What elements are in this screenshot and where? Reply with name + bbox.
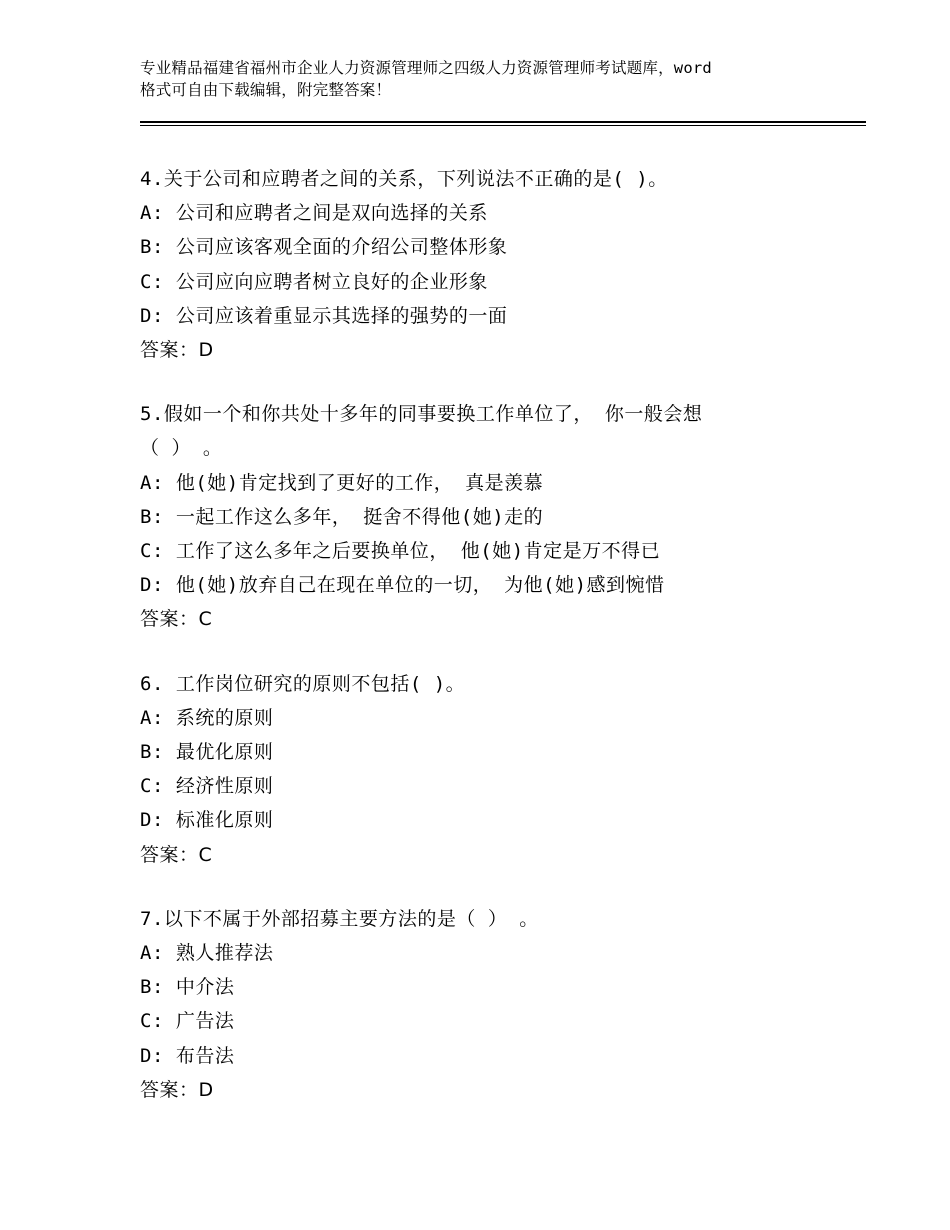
question-stem: 7.以下不属于外部招募主要方法的是（ ） 。	[140, 907, 539, 930]
option-d: D: 标准化原则	[140, 809, 274, 832]
option-b: B: 最优化原则	[140, 741, 274, 764]
question-stem-continuation: （ ） 。	[140, 437, 223, 460]
answer-label: 答案：C	[140, 608, 213, 631]
question-7	[140, 902, 840, 1107]
question-list	[140, 162, 840, 1137]
document-header	[140, 57, 840, 101]
question-4	[140, 162, 840, 367]
option-a: A: 公司和应聘者之间是双向选择的关系	[140, 202, 488, 225]
option-b: B: 一起工作这么多年， 挺舍不得他(她)走的	[140, 505, 544, 528]
answer-label: 答案：D	[140, 1078, 214, 1101]
option-b: B: 公司应该客观全面的介绍公司整体形象	[140, 236, 508, 259]
header-title-line-1: 专业精品福建省福州市企业人力资源管理师之四级人力资源管理师考试题库，word	[140, 59, 712, 77]
answer-label: 答案：D	[140, 339, 214, 362]
option-d: D: 布告法	[140, 1044, 235, 1067]
option-c: C: 公司应向应聘者树立良好的企业形象	[140, 270, 488, 293]
question-stem: 5.假如一个和你共处十多年的同事要换工作单位了， 你一般会想	[140, 403, 703, 426]
question-6	[140, 667, 840, 872]
option-d: D: 公司应该着重显示其选择的强势的一面	[140, 304, 508, 327]
header-divider-thin	[140, 125, 866, 126]
option-a: A: 他(她)肯定找到了更好的工作， 真是羡慕	[140, 471, 544, 494]
header-title-line-2: 格式可自由下载编辑，附完整答案！	[140, 81, 392, 99]
option-a: A: 熟人推荐法	[140, 942, 274, 965]
question-5	[140, 397, 840, 636]
option-d: D: 他(她)放弃自己在现在单位的一切， 为他(她)感到惋惜	[140, 574, 665, 597]
question-stem: 4.关于公司和应聘者之间的关系，下列说法不正确的是( )。	[140, 168, 668, 190]
question-stem: 6. 工作岗位研究的原则不包括( )。	[140, 672, 466, 695]
header-divider	[140, 121, 866, 123]
option-c: C: 工作了这么多年之后要换单位， 他(她)肯定是万不得已	[140, 540, 661, 563]
option-a: A: 系统的原则	[140, 706, 274, 729]
answer-label: 答案：C	[140, 843, 213, 866]
option-c: C: 广告法	[140, 1010, 235, 1033]
option-c: C: 经济性原则	[140, 775, 274, 798]
option-b: B: 中介法	[140, 976, 235, 999]
